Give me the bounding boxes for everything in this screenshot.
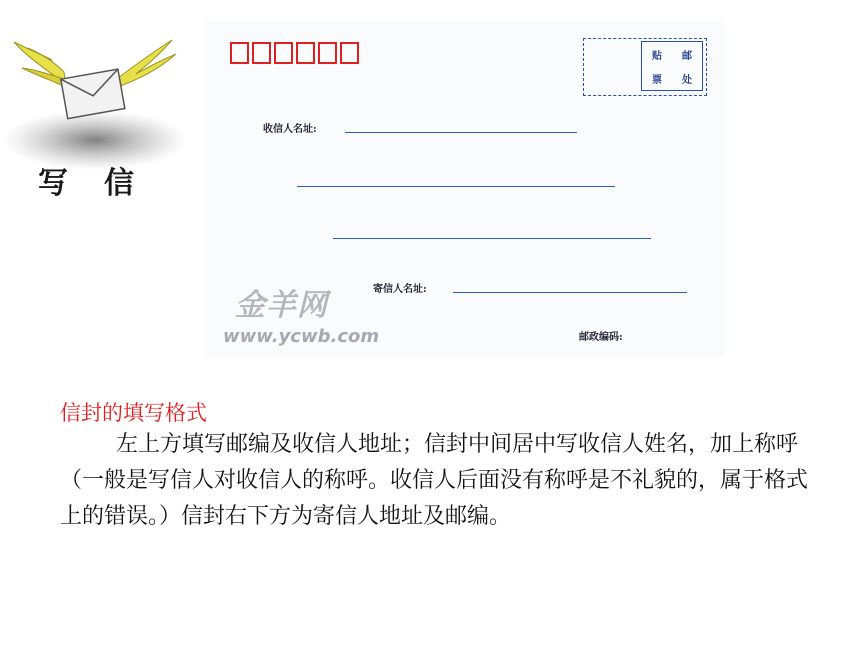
write-letter-icon-block <box>0 30 200 201</box>
watermark-url: www.ycwb.com <box>223 326 380 347</box>
stamp-char: 处 <box>682 74 692 86</box>
postcode-box <box>296 42 315 64</box>
write-letter-title: 写信 <box>38 166 170 201</box>
recipient-name-line <box>297 186 615 187</box>
watermark-logo: 金羊网 <box>235 288 328 323</box>
stamp-label-box <box>641 41 703 91</box>
format-heading: 信封的填写格式 <box>60 401 207 425</box>
recipient-address-line <box>345 132 577 133</box>
postcode-box <box>340 42 359 64</box>
sender-postcode-label: 邮政编码: <box>579 332 623 343</box>
postcode-box <box>274 42 293 64</box>
postcode-box <box>252 42 271 64</box>
format-description: 左上方填写邮编及收信人地址；信封中间居中写收信人姓名，加上称呼（一般是写信人对收信人的称呼。收信人后面没有称呼是不礼貌的，属于格式上的错误。）信封右下方为寄信人地址及邮编。 <box>60 432 809 529</box>
postcode-boxes <box>230 42 359 64</box>
postcode-box <box>230 42 249 64</box>
stamp-char: 贴 <box>652 50 662 62</box>
stamp-area <box>583 38 707 96</box>
recipient-name-line-2 <box>333 238 651 239</box>
sender-address-label: 寄信人名址: <box>373 284 427 295</box>
stamp-char: 票 <box>652 74 662 86</box>
stamp-char: 邮 <box>682 50 692 62</box>
recipient-address-label: 收信人名址: <box>263 124 317 135</box>
postcode-box <box>318 42 337 64</box>
sender-address-line <box>453 292 687 293</box>
envelope-diagram <box>205 22 725 357</box>
